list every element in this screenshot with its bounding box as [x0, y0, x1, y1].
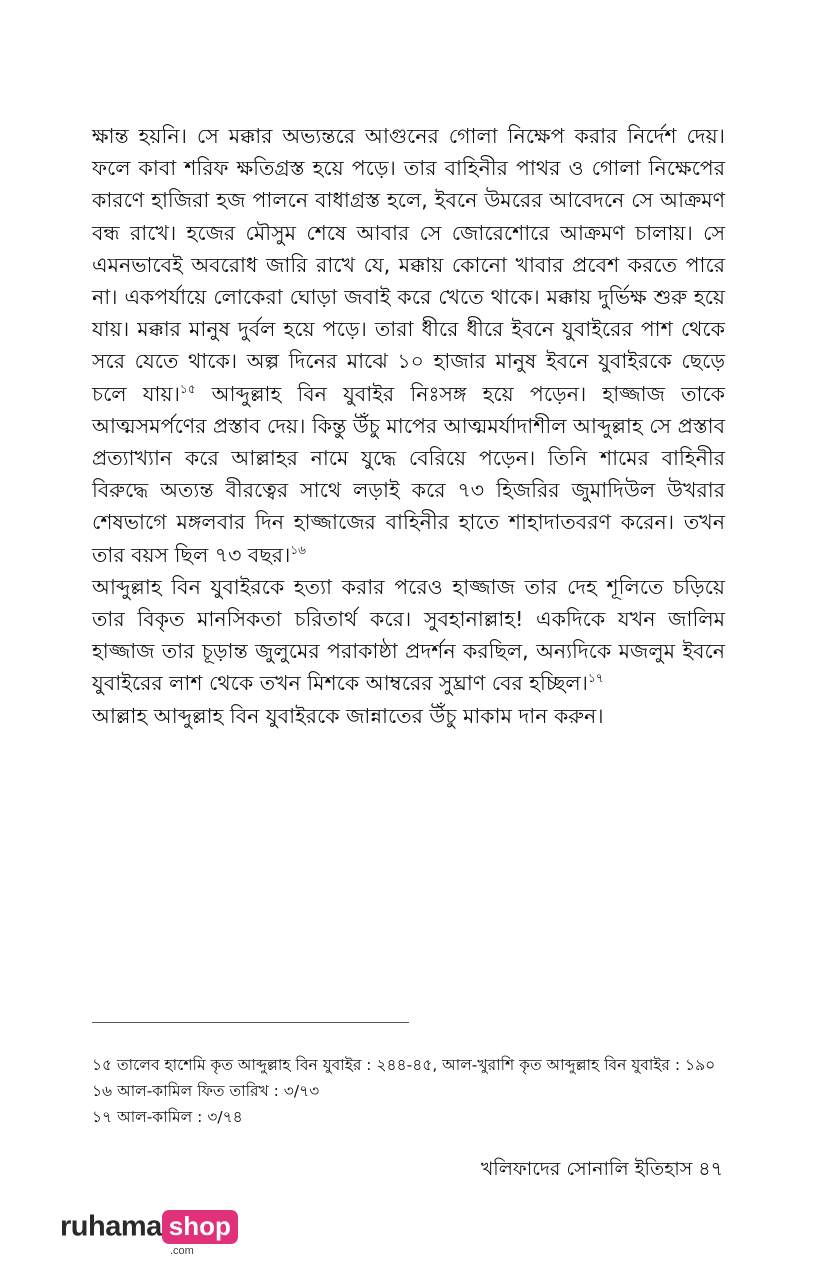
footnote: ১৭ আল-কামিল : ৩/৭৪ — [92, 1108, 243, 1126]
logo-text: ruhama — [60, 1210, 162, 1243]
logo-domain: .com — [170, 1245, 194, 1257]
footnote-ref[interactable]: ১৭ — [587, 671, 604, 686]
footnote-ref[interactable]: ১৫ — [179, 381, 196, 396]
footnote-divider — [92, 1022, 409, 1023]
footnote: ১৬ আল-কামিল ফিত তারিখ : ৩/৭৩ — [92, 1082, 320, 1100]
paragraph: আল্লাহ আব্দুল্লাহ বিন যুবাইরকে জান্নাতের উঁচু মাকাম দান করুন। — [92, 703, 604, 728]
logo-badge: shop — [162, 1210, 238, 1244]
running-footer: খলিফাদের সোনালি ইতিহাস ৪৭ — [480, 1158, 723, 1180]
paragraph: আব্দুল্লাহ বিন যুবাইরকে হত্যা করার পরেও হাজ্জাজ তার দেহ শূলিতে চড়িয়ে তার বিকৃত মানসিকতা চরিতার্থ করে। সুবহানাল্লাহ! একদিকে যখন জালিম হাজ্জাজ তার চূড়ান্ত জুলুমের পরাকাষ্ঠা প্রদর্শন করছিল, অন্যদিকে মজলুম ইবনে যুবাইরের লাশ থেকে তখন মিশকে আম্বরের সুঘ্রাণ বের হচ্ছিল।$^{১৭}$ — [92, 574, 725, 696]
body-text — [92, 120, 725, 732]
footnote-ref[interactable]: ১৬ — [290, 542, 306, 557]
footnotes — [92, 1052, 725, 1130]
paragraph: ক্ষান্ত হয়নি। সে মক্কার অভ্যন্তরে আগুনের গোলা নিক্ষেপ করার নির্দেশ দেয়। ফলে কাবা শরিফ ক্ষতিগ্রস্ত হয়ে পড়ে। তার বাহিনীর পাথর ও গোলা নিক্ষেপের কারণে হাজিরা হজ পালনে বাধাগ্রস্ত হলে, ইবনে উমরের আবেদনে সে আক্রমণ বন্ধ রাখে। হজের মৌসুম শেষে আবার সে জোরেশোরে আক্রমণ চালায়। সে এমনভাবেই অবরোধ জারি রাখে যে, মক্কায় কোনো খাবার প্রবেশ করতে পারে না। একপর্যায়ে লোকেরা ঘোড়া জবাই করে খেতে থাকে। মক্কায় দুর্ভিক্ষ শুরু হয়ে যায়। মক্কার মানুষ দুর্বল হয়ে পড়ে। তারা ধীরে ধীরে ইবনে যুবাইরের পাশ থেকে সরে যেতে থাকে। অল্প দিনের মাঝে ১০ হাজার মানুষ ইবনে যুবাইরকে ছেড়ে চলে যায়।$^{১৫}$ আব্দুল্লাহ বিন যুবাইর নিঃসঙ্গ হয়ে পড়েন। হাজ্জাজ তাকে আত্মসমর্পণের প্রস্তাব দেয়। কিন্তু উঁচু মাপের আত্মমর্যাদাশীল আব্দুল্লাহ সে প্রস্তাব প্রত্যাখ্যান করে আল্লাহর নামে যুদ্ধে বেরিয়ে পড়েন। তিনি শামের বাহিনীর বিরুদ্ধে অত্যন্ত বীরত্বের সাথে লড়াই করে ৭৩ হিজরির জুমাদিউল উখরার শেষভাগে মঙ্গলবার দিন হাজ্জাজের বাহিনীর হাতে শাহাদাতবরণ করেন। তখন তার বয়স ছিল ৭৩ বছর।$^{১৬}$ — [92, 124, 725, 567]
ruhamashop-logo — [60, 1210, 238, 1257]
footnote: ১৫ তালেব হাশেমি কৃত আব্দুল্লাহ বিন যুবাইর : ২৪৪-৪৫, আল-খুরাশি কৃত আব্দুল্লাহ বিন যুবাইর : ১৯০ — [92, 1056, 716, 1074]
